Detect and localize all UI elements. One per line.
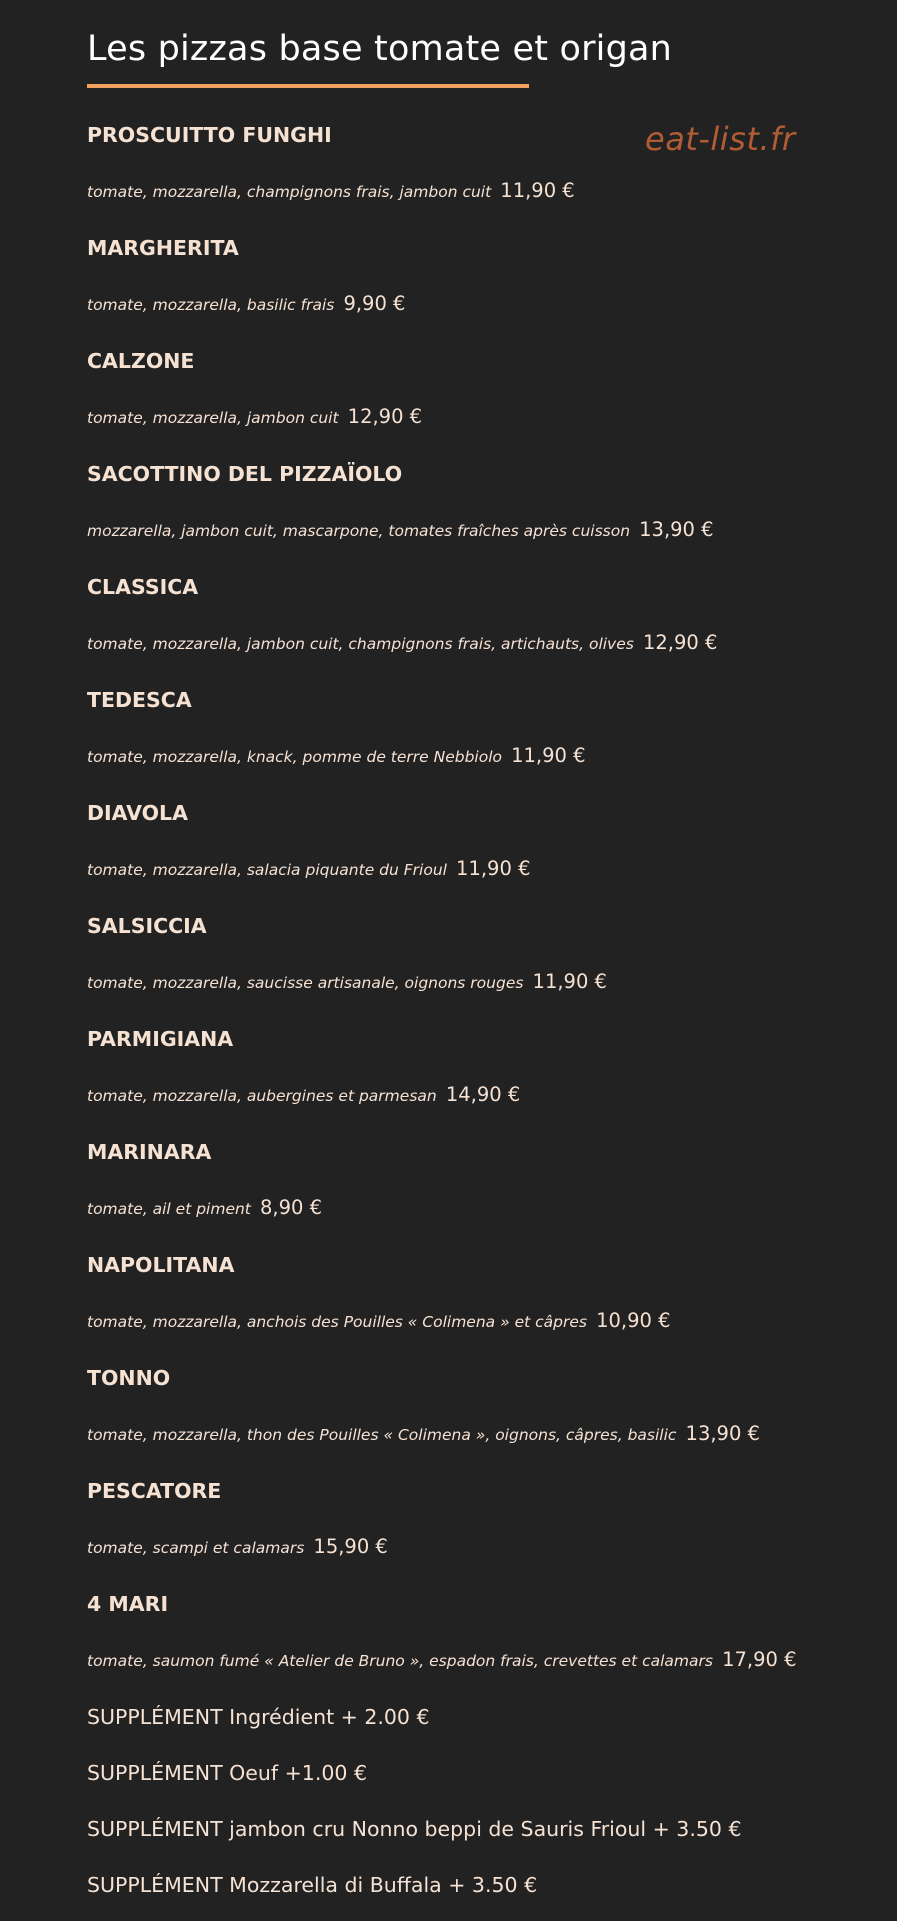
- pizza-detail-line: [87, 179, 575, 202]
- pizza-description: tomate, mozzarella, champignons frais, jambon cuit: [87, 183, 492, 201]
- pizza-name: TEDESCA: [87, 688, 192, 712]
- pizza-price: 11,90 €: [456, 857, 531, 880]
- pizza-name: MARGHERITA: [87, 236, 239, 260]
- pizza-name: CLASSICA: [87, 575, 199, 599]
- pizza-description: tomate, saumon fumé « Atelier de Bruno », espadon frais, crevettes et calamars: [87, 1652, 713, 1670]
- pizza-description: tomate, mozzarella, saucisse artisanale, oignons rouges: [87, 974, 524, 992]
- pizza-price: 11,90 €: [532, 970, 607, 993]
- pizza-detail-line: [87, 518, 714, 541]
- title-underline: [87, 84, 529, 88]
- pizza-name: PARMIGIANA: [87, 1027, 234, 1051]
- pizza-name: DIAVOLA: [87, 801, 188, 825]
- pizza-detail-line: [87, 1309, 671, 1332]
- pizza-detail-line: [87, 631, 717, 654]
- pizza-description: tomate, mozzarella, aubergines et parmesan: [87, 1087, 437, 1105]
- page-title: Les pizzas base tomate et origan: [87, 29, 673, 69]
- pizza-name: TONNO: [87, 1366, 171, 1390]
- pizza-price: 15,90 €: [313, 1535, 388, 1558]
- supplement-mozzarella-buffala: SUPPLÉMENT Mozzarella di Buffala + 3.50 €: [87, 1873, 538, 1897]
- pizza-detail-line: [87, 857, 530, 880]
- pizza-price: 13,90 €: [639, 518, 714, 541]
- pizza-description: mozzarella, jambon cuit, mascarpone, tomates fraîches après cuisson: [87, 522, 631, 540]
- pizza-name: PROSCUITTO FUNGHI: [87, 123, 332, 147]
- pizza-name: CALZONE: [87, 349, 195, 373]
- pizza-price: 10,90 €: [596, 1309, 671, 1332]
- pizza-description: tomate, mozzarella, anchois des Pouilles « Colimena » et câpres: [87, 1313, 587, 1331]
- pizza-detail-line: [87, 405, 422, 428]
- pizza-detail-line: [87, 970, 607, 993]
- pizza-detail-line: [87, 1083, 520, 1106]
- pizza-name: PESCATORE: [87, 1479, 222, 1503]
- pizza-name: NAPOLITANA: [87, 1253, 235, 1277]
- pizza-description: tomate, mozzarella, salacia piquante du Frioul: [87, 861, 447, 879]
- supplement-ingredient: SUPPLÉMENT Ingrédient + 2.00 €: [87, 1705, 430, 1729]
- pizza-price: 12,90 €: [642, 631, 718, 654]
- pizza-price: 17,90 €: [722, 1648, 797, 1671]
- pizza-detail-line: [87, 292, 405, 315]
- supplement-jambon-cru: SUPPLÉMENT jambon cru Nonno beppi de Sauris Frioul + 3.50 €: [87, 1817, 742, 1841]
- pizza-detail-line: [87, 1648, 797, 1671]
- pizza-price: 8,90 €: [259, 1196, 323, 1219]
- pizza-price: 13,90 €: [685, 1422, 760, 1445]
- supplement-oeuf: SUPPLÉMENT Oeuf +1.00 €: [87, 1761, 367, 1785]
- pizza-price: 14,90 €: [445, 1083, 521, 1106]
- pizza-detail-line: [87, 1535, 388, 1558]
- pizza-name: 4 MARI: [87, 1592, 169, 1616]
- pizza-price: 11,90 €: [511, 744, 586, 767]
- pizza-description: tomate, mozzarella, jambon cuit: [87, 409, 339, 427]
- pizza-price: 12,90 €: [347, 405, 423, 428]
- pizza-name: SALSICCIA: [87, 914, 207, 938]
- pizza-price: 9,90 €: [343, 292, 406, 315]
- pizza-detail-line: [87, 744, 586, 767]
- pizza-name: MARINARA: [87, 1140, 212, 1164]
- pizza-description: tomate, ail et piment: [87, 1200, 251, 1218]
- pizza-detail-line: [87, 1196, 322, 1219]
- pizza-name: SACOTTINO DEL PIZZAÏOLO: [87, 462, 403, 486]
- pizza-detail-line: [87, 1422, 760, 1445]
- pizza-description: tomate, mozzarella, thon des Pouilles « Colimena », oignons, câpres, basilic: [87, 1426, 677, 1444]
- pizza-description: tomate, mozzarella, knack, pomme de terre Nebbiolo: [87, 748, 502, 766]
- pizza-description: tomate, mozzarella, basilic frais: [87, 296, 335, 314]
- watermark-text: eat-list.fr: [645, 120, 796, 158]
- pizza-description: tomate, scampi et calamars: [87, 1539, 305, 1557]
- pizza-description: tomate, mozzarella, jambon cuit, champignons frais, artichauts, olives: [87, 635, 634, 653]
- pizza-price: 11,90 €: [500, 179, 575, 202]
